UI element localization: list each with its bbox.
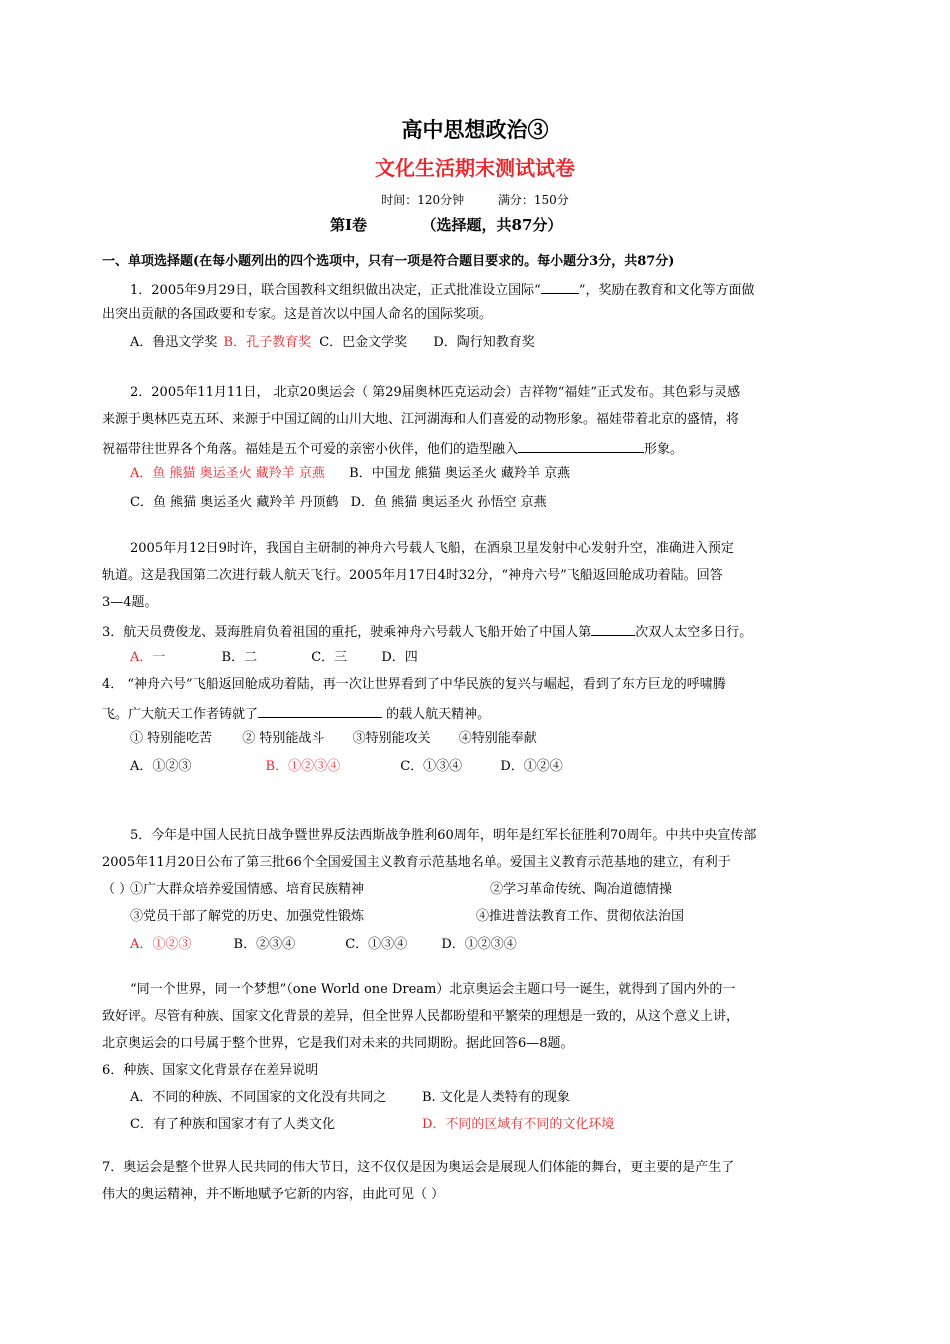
q3-stem — [102, 621, 752, 642]
q3-option-b: B．二 — [221, 650, 258, 665]
q4-item-4: ④特别能奉献 — [458, 731, 537, 746]
q1-stem-a: 1．2005年9月29日，联合国教科文组织做出决定，正式批准设立国际“ — [130, 283, 541, 298]
q7-line1: 7．奥运会是整个世界人民共同的伟大节日，这不仅仅是因为奥运会是展现人们体能的舞台，更主要的是产生了 — [102, 1160, 735, 1175]
q4-line1: 4． “神舟六号”飞船返回舱成功着陆，再一次让世界看到了中华民族的复兴与崛起，看到了东方巨龙的呼啸腾 — [102, 677, 726, 692]
q5-line2: 2005年11月20日公布了第三批66个全国爱国主义教育示范基地名单。爱国主义教育示范基地的建立，有利于 — [102, 855, 731, 870]
exam-subtitle: 文化生活期末测试试卷 — [375, 156, 575, 180]
q3-stem-a: 3．航天员费俊龙、聂海胜肩负着祖国的重托，驶乘神舟六号载人飞船开始了中国人第 — [102, 625, 592, 640]
q5-option-d: D．①②③④ — [441, 937, 517, 952]
q2-line3 — [102, 438, 683, 459]
q5-line3: （ ） — [102, 882, 133, 897]
material1-line2: 轨道。这是我国第二次进行载人航天飞行。2005年月17日4时32分，“神舟六号”飞船返回舱成功着陆。回答 — [102, 568, 723, 583]
q3-option-c: C．三 — [311, 650, 348, 665]
exam-title: 高中思想政治③ — [401, 117, 549, 142]
q4-blank — [258, 703, 382, 718]
q4-item-1: ① 特别能吃苦 — [130, 731, 213, 746]
exam-time: 时间：120分钟 — [381, 193, 465, 207]
q5-options — [130, 936, 517, 954]
q2-option-a: A．鱼 熊猫 奥运圣火 藏羚羊 京燕 — [130, 466, 325, 481]
material1-line3: 3—4题。 — [102, 595, 158, 610]
q3-option-a: A．一 — [130, 650, 166, 665]
q1-option-c: C．巴金文学奖 — [319, 335, 408, 350]
q1-option-a: A．鲁迅文学奖 — [130, 335, 218, 350]
q4-line2 — [102, 703, 490, 724]
q4-option-d: D．①②④ — [500, 759, 563, 774]
q2-line2: 来源于奥林匹克五环、来源于中国辽阔的山川大地、江河湖海和人们喜爱的动物形象。福娃带着北京的盛情，将 — [102, 412, 740, 427]
q1-option-d: D．陶行知教育奖 — [433, 335, 535, 350]
q6-option-b: B. 文化是人类特有的现象 — [422, 1090, 570, 1105]
q2-options-row2 — [130, 494, 547, 512]
q5-item-3: ③党员干部了解党的历史、加强党性锻炼 — [130, 909, 365, 924]
q4-option-c: C．①③④ — [400, 759, 463, 774]
material2-line2: 致好评。尽管有种族、国家文化背景的差异，但全世界人民都盼望和平繁荣的理想是一致的，从这个意义上讲， — [102, 1009, 740, 1024]
q5-line1: 5．今年是中国人民抗日战争暨世界反法西斯战争胜利60周年，明年是红军长征胜利70周年。中共中央宣传部 — [130, 828, 757, 843]
q5-option-c: C．①③④ — [345, 937, 408, 952]
q1-line2: 出突出贡献的各国政要和专家。这是首次以中国人命名的国际奖项。 — [102, 307, 493, 322]
q1-blank — [541, 279, 579, 294]
q7-line2: 伟大的奥运精神，并不断地赋予它新的内容，由此可见（ ） — [102, 1187, 445, 1202]
q4-stem-a: 飞。广大航天工作者铸就了 — [102, 707, 259, 722]
exam-meta — [0, 191, 950, 209]
q1-line1 — [130, 279, 754, 300]
q5-item-1: ①广大群众培养爱国情感、培育民族精神 — [130, 882, 365, 897]
q2-option-c: C．鱼 熊猫 奥运圣火 藏羚羊 丹顶鹤 — [130, 495, 339, 510]
material2-line1: “同一个世界，同一个梦想”（one World one Dream）北京奥运会主题口号一诞生，就得到了国内外的一 — [130, 982, 736, 997]
q6-stem: 6．种族、国家文化背景存在差异说明 — [102, 1063, 319, 1078]
volume-note: （选择题，共87分） — [421, 216, 563, 234]
q3-option-d: D．四 — [381, 650, 418, 665]
q3-options — [130, 649, 418, 667]
q2-option-d: D．鱼 熊猫 奥运圣火 孙悟空 京燕 — [350, 495, 547, 510]
section-heading: 一、单项选择题(在每小题列出的四个选项中，只有一项是符合题目要求的。每小题分3分，共87分) — [102, 254, 675, 269]
q4-items — [130, 730, 537, 748]
q3-blank — [591, 621, 635, 636]
q2-blank — [518, 438, 644, 453]
q5-item-2: ②学习革命传统、陶冶道德情操 — [490, 882, 673, 897]
q2-stem-b: 形象。 — [644, 442, 684, 457]
q1-option-b: B．孔子教育奖 — [223, 335, 312, 350]
q4-option-b: B．①②③④ — [265, 759, 341, 774]
volume-label: 第Ⅰ卷 — [330, 216, 368, 234]
q4-options — [130, 758, 563, 776]
q5-option-a: A．①②③ — [130, 937, 192, 952]
material2-line3: 北京奥运会的口号属于整个世界，它是我们对未来的共同期盼。据此回答6—8题。 — [102, 1036, 574, 1051]
q4-option-a: A．①②③ — [130, 759, 192, 774]
q5-item-4: ④推进普法教育工作、贯彻依法治国 — [476, 909, 685, 924]
q4-item-3: ③特别能攻关 — [352, 731, 431, 746]
exam-score: 满分：150分 — [497, 193, 569, 207]
q1-stem-b: ”，奖励在教育和文化等方面做 — [578, 283, 755, 298]
q6-option-c: C．有了种族和国家才有了人类文化 — [130, 1117, 335, 1132]
q3-stem-b: 次双人太空多日行。 — [635, 625, 753, 640]
q2-options-row1 — [130, 465, 570, 483]
q2-stem-a: 祝福带往世界各个角落。福娃是五个可爱的亲密小伙伴，他们的造型融入 — [102, 442, 519, 457]
q6-option-a: A．不同的种族、不同国家的文化没有共同之 — [130, 1090, 387, 1105]
q2-line1: 2．2005年11月11日， 北京20奥运会（ 第29届奥林匹克运动会）吉祥物“福娃”正式发布。其色彩与灵感 — [130, 385, 741, 400]
material1-line1: 2005年月12日9时许，我国自主研制的神舟六号载人飞船，在酒泉卫星发射中心发射升空，准确进入预定 — [130, 541, 734, 556]
q6-option-d: D．不同的区域有不同的文化环境 — [422, 1117, 615, 1132]
q5-option-b: B．②③④ — [233, 937, 296, 952]
volume-heading — [330, 216, 562, 234]
q1-options — [130, 334, 535, 352]
q4-item-2: ② 特别能战斗 — [242, 731, 325, 746]
q2-option-b: B．中国龙 熊猫 奥运圣火 藏羚羊 京燕 — [349, 466, 571, 481]
q4-stem-b: 的载人航天精神。 — [382, 707, 491, 722]
